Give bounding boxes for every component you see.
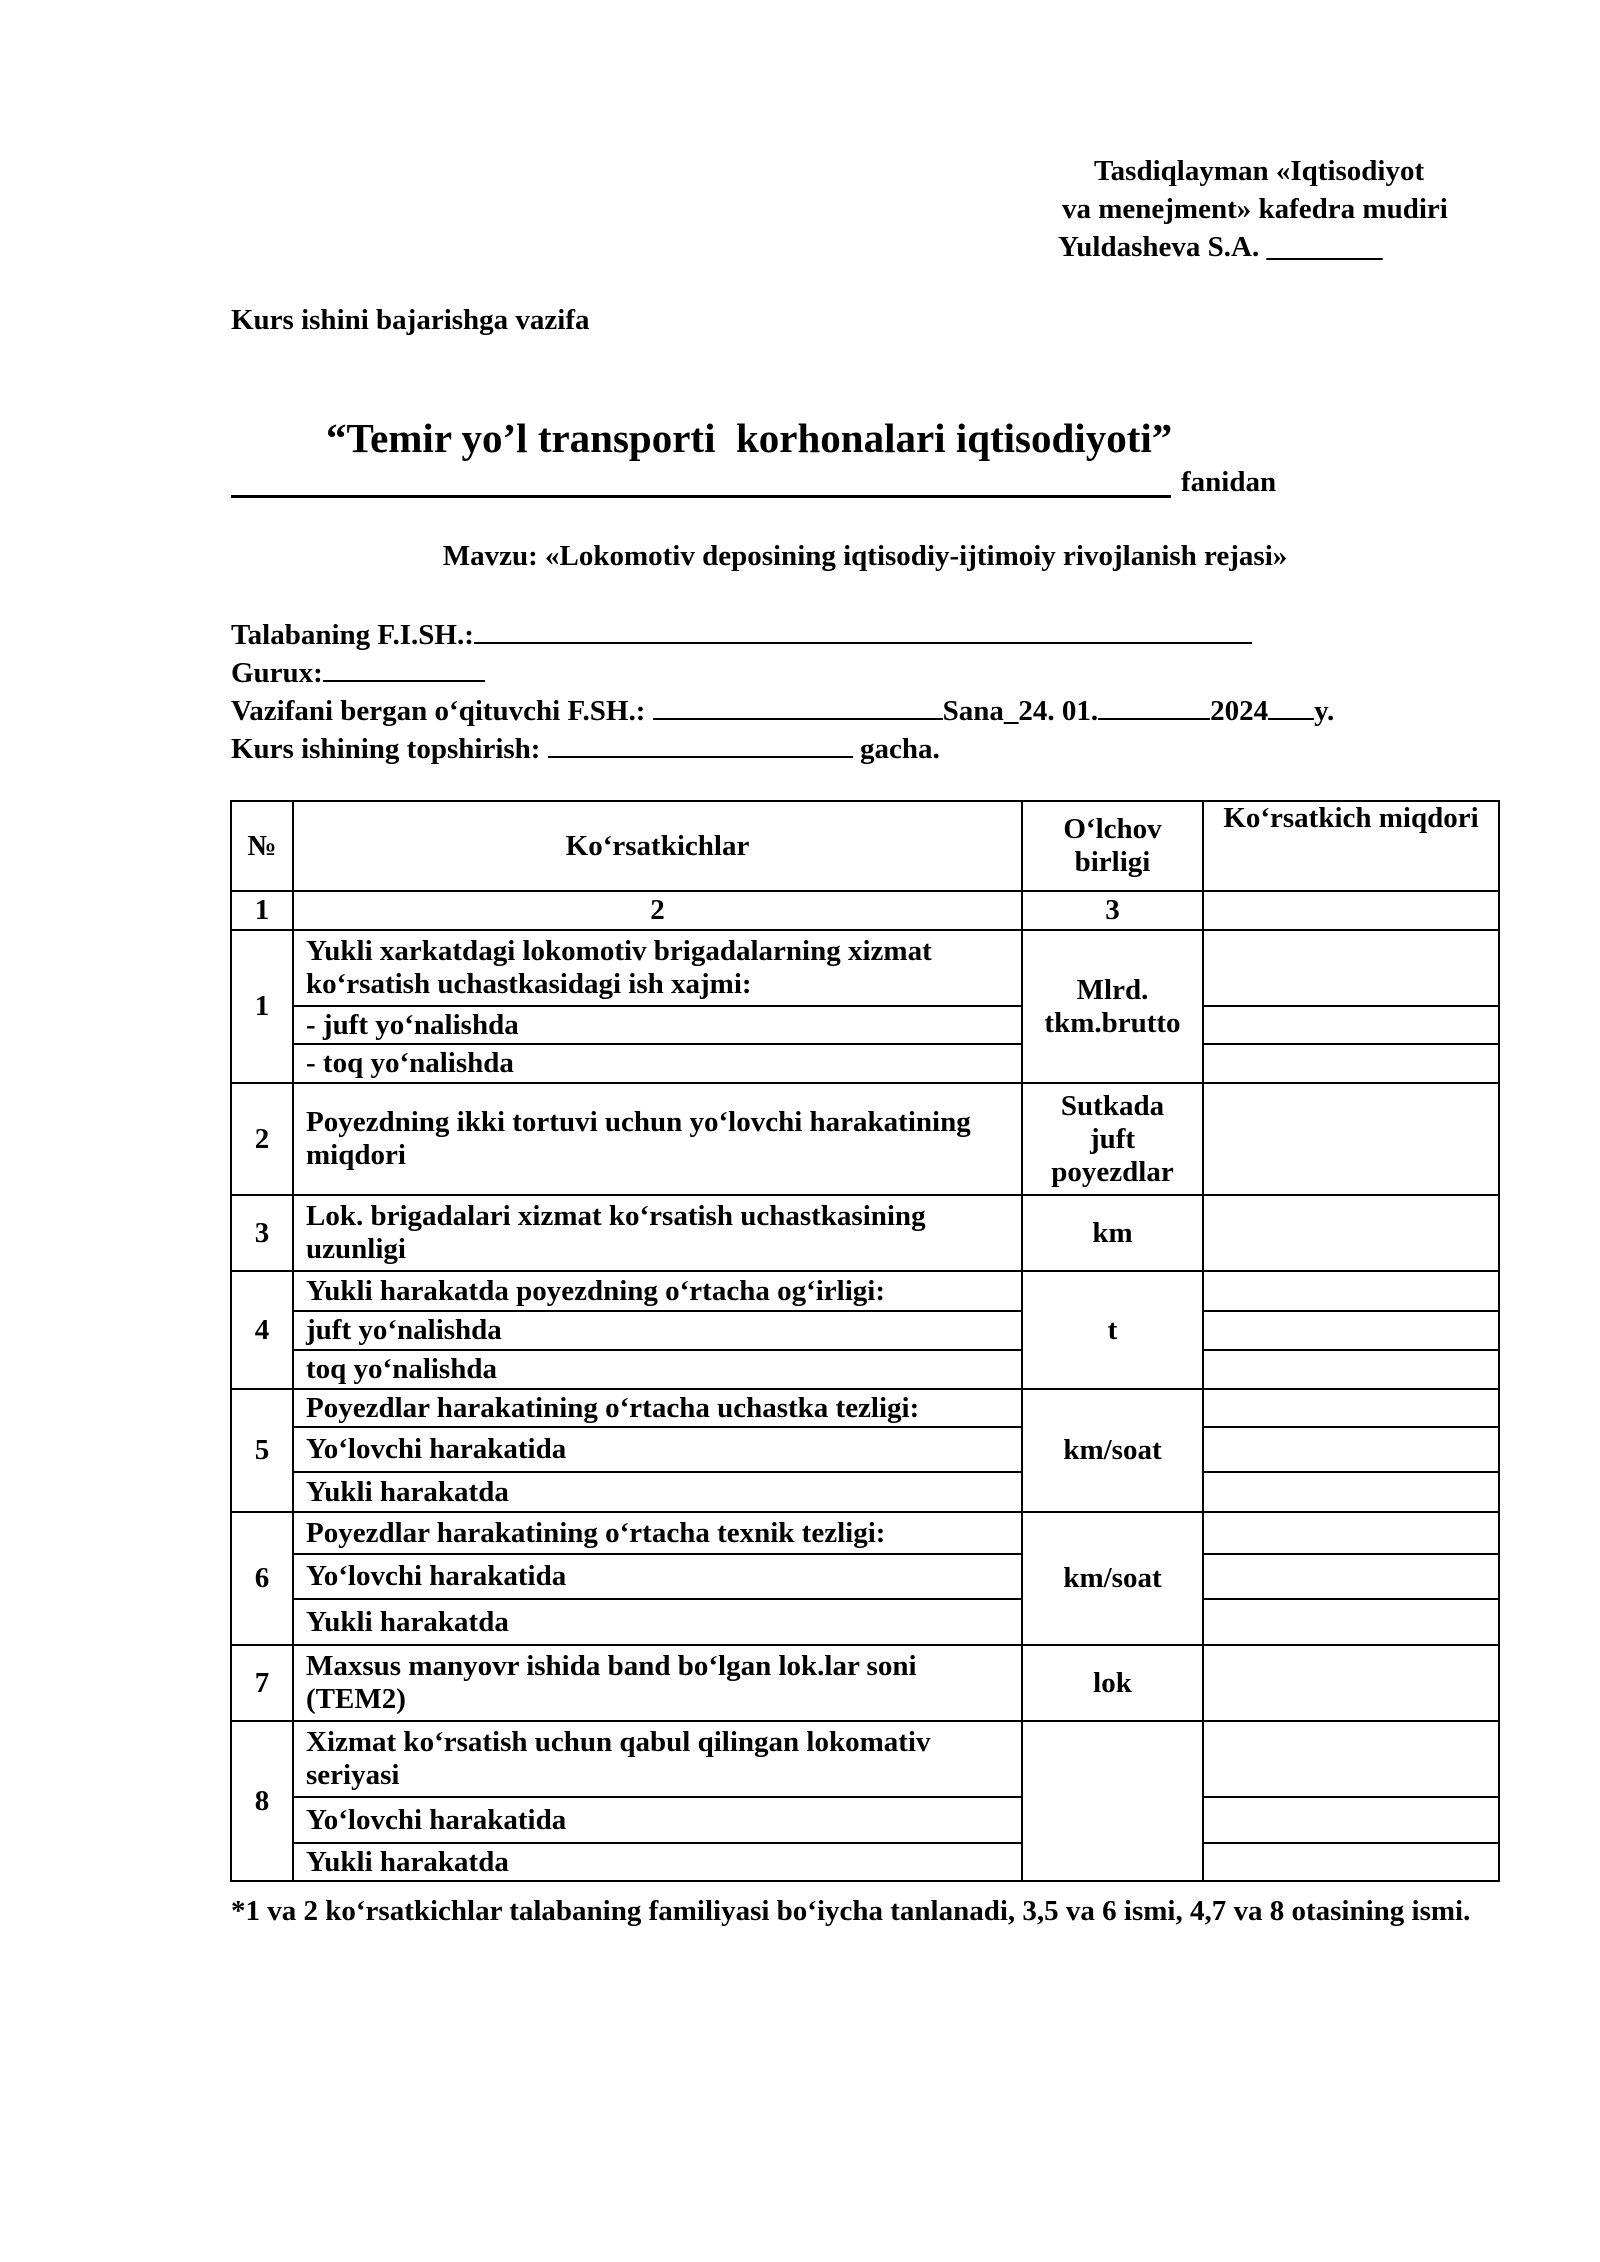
row-item: Yukli xarkatdagi lokomotiv brigadalarning xizmat ko‘rsatish uchastkasidagi ish xajmi: [293, 930, 1022, 1006]
deadline-suffix: gacha. [859, 733, 940, 765]
date-label: Sana_24. 01. [942, 695, 1099, 727]
subject-underline [231, 495, 1171, 498]
value-cell[interactable] [1203, 1645, 1499, 1721]
row-item: toq yo‘nalishda [293, 1350, 1022, 1389]
student-name-blank[interactable] [474, 616, 1252, 644]
row-item: Yo‘lovchi harakatida [293, 1554, 1022, 1599]
value-cell[interactable] [1203, 891, 1499, 930]
row-unit: Mlrd. tkm.brutto [1022, 930, 1203, 1083]
row-num: 1 [231, 930, 293, 1083]
colnum-2: 2 [293, 891, 1022, 930]
row-item: juft yo‘nalishda [293, 1311, 1022, 1350]
task-title: Kurs ishini bajarishga vazifa [231, 304, 590, 336]
value-cell[interactable] [1203, 1599, 1499, 1645]
header-indicators: Ko‘rsatkichlar [293, 801, 1022, 891]
deadline-row [231, 730, 1334, 768]
value-cell[interactable] [1203, 1797, 1499, 1843]
row-num: 5 [231, 1389, 293, 1512]
row-item: Yukli harakatda poyezdning o‘rtacha og‘irligi: [293, 1271, 1022, 1311]
table-row [231, 1645, 1499, 1721]
teacher-label: Vazifani bergan o‘qituvchi F.SH.: [231, 695, 646, 727]
row-unit: km/soat [1022, 1512, 1203, 1645]
row-unit: lok [1022, 1645, 1203, 1721]
header-unit: O‘lchov birligi [1022, 801, 1203, 891]
row-item: Poyezdning ikki tortuvi uchun yo‘lovchi harakatining miqdori [293, 1083, 1022, 1195]
table-row [231, 1006, 1499, 1044]
teacher-row [231, 692, 1334, 730]
value-cell[interactable] [1203, 1271, 1499, 1311]
table-row [231, 1271, 1499, 1311]
approval-block [1056, 152, 1496, 266]
approval-line-1: Tasdiqlayman «Iqtisodiyot [1094, 155, 1425, 187]
approval-line-2: va menejment» kafedra mudiri [1062, 193, 1448, 225]
row-item: Maxsus manyovr ishida band bo‘lgan lok.lar soni (TEM2) [293, 1645, 1022, 1721]
value-cell[interactable] [1203, 1427, 1499, 1472]
value-cell[interactable] [1203, 1472, 1499, 1512]
row-num: 8 [231, 1721, 293, 1881]
row-item: - juft yo‘nalishda [293, 1006, 1022, 1044]
value-cell[interactable] [1203, 1083, 1499, 1195]
subject-title: “Temir yo’l transporti korhonalari iqtisodiyoti” [326, 415, 1173, 461]
row-item: Yukli harakatda [293, 1472, 1022, 1512]
subject-suffix: fanidan [1181, 466, 1277, 498]
row-num: 7 [231, 1645, 293, 1721]
teacher-name-blank[interactable] [653, 692, 943, 720]
value-cell[interactable] [1203, 1554, 1499, 1599]
row-unit: t [1022, 1271, 1203, 1389]
year-suffix: y. [1314, 695, 1335, 727]
row-unit: km/soat [1022, 1389, 1203, 1512]
value-cell[interactable] [1203, 1006, 1499, 1044]
row-num: 4 [231, 1271, 293, 1389]
year-value: 2024 [1210, 695, 1269, 727]
student-label: Talabaning F.I.SH.: [231, 619, 474, 651]
column-numbers-row [231, 891, 1499, 930]
row-num: 2 [231, 1083, 293, 1195]
header-num: № [231, 801, 293, 891]
table-row [231, 1512, 1499, 1554]
deadline-label: Kurs ishining topshirish: [231, 733, 541, 765]
table-row [231, 1721, 1499, 1797]
row-item: Poyezdlar harakatining o‘rtacha texnik tezligi: [293, 1512, 1022, 1554]
indicators-table [230, 800, 1500, 1882]
value-cell[interactable] [1203, 1389, 1499, 1427]
table-row [231, 930, 1499, 1006]
row-num: 3 [231, 1195, 293, 1271]
colnum-1: 1 [231, 891, 293, 930]
row-unit [1022, 1721, 1203, 1881]
row-item: Yukli harakatda [293, 1599, 1022, 1645]
row-item: Lok. brigadalari xizmat ko‘rsatish uchastkasining uzunligi [293, 1195, 1022, 1271]
year-blank[interactable] [1268, 692, 1314, 720]
group-label: Gurux: [231, 657, 323, 689]
value-cell[interactable] [1203, 1195, 1499, 1271]
value-cell[interactable] [1203, 930, 1499, 1006]
row-item: - toq yo‘nalishda [293, 1044, 1022, 1083]
row-item: Xizmat ko‘rsatish uchun qabul qilingan lokomativ seriyasi [293, 1721, 1022, 1797]
value-cell[interactable] [1203, 1843, 1499, 1881]
table-row [231, 1472, 1499, 1512]
table-row [231, 1311, 1499, 1350]
student-row [231, 616, 1334, 654]
table-row [231, 1350, 1499, 1389]
table-row [231, 1843, 1499, 1881]
row-num: 6 [231, 1512, 293, 1645]
deadline-blank[interactable] [548, 730, 853, 758]
row-item: Poyezdlar harakatining o‘rtacha uchastka tezligi: [293, 1389, 1022, 1427]
colnum-3: 3 [1022, 891, 1203, 930]
table-row [231, 1599, 1499, 1645]
table-row [231, 1195, 1499, 1271]
table-row [231, 1797, 1499, 1843]
table-row [231, 1554, 1499, 1599]
row-item: Yo‘lovchi harakatida [293, 1797, 1022, 1843]
table-row [231, 1427, 1499, 1472]
table-header-row [231, 801, 1499, 891]
form-block [231, 616, 1334, 768]
topic: Mavzu: «Lokomotiv deposining iqtisodiy-ijtimoiy rivojlanish rejasi» [442, 540, 1288, 572]
table-row [231, 1044, 1499, 1083]
row-item: Yukli harakatda [293, 1843, 1022, 1881]
row-item: Yo‘lovchi harakatida [293, 1427, 1022, 1472]
row-unit: Sutkada juft poyezdlar [1022, 1083, 1203, 1195]
footnote: *1 va 2 ko‘rsatkichlar talabaning familiyasi bo‘iycha tanlanadi, 3,5 va 6 ismi, 4,7 va 8 otasining ismi. [231, 1895, 1471, 1927]
table-row [231, 1083, 1499, 1195]
value-cell[interactable] [1203, 1512, 1499, 1554]
value-cell[interactable] [1203, 1350, 1499, 1389]
date-month-blank[interactable] [1098, 692, 1210, 720]
value-cell[interactable] [1203, 1721, 1499, 1797]
row-unit: km [1022, 1195, 1203, 1271]
value-cell[interactable] [1203, 1044, 1499, 1083]
header-value: Ko‘rsatkich miqdori [1203, 801, 1499, 891]
group-row [231, 654, 1334, 692]
table-row [231, 1389, 1499, 1427]
group-blank[interactable] [323, 654, 485, 682]
approval-line-3: Yuldasheva S.A. ________ [1058, 231, 1383, 263]
value-cell[interactable] [1203, 1311, 1499, 1350]
